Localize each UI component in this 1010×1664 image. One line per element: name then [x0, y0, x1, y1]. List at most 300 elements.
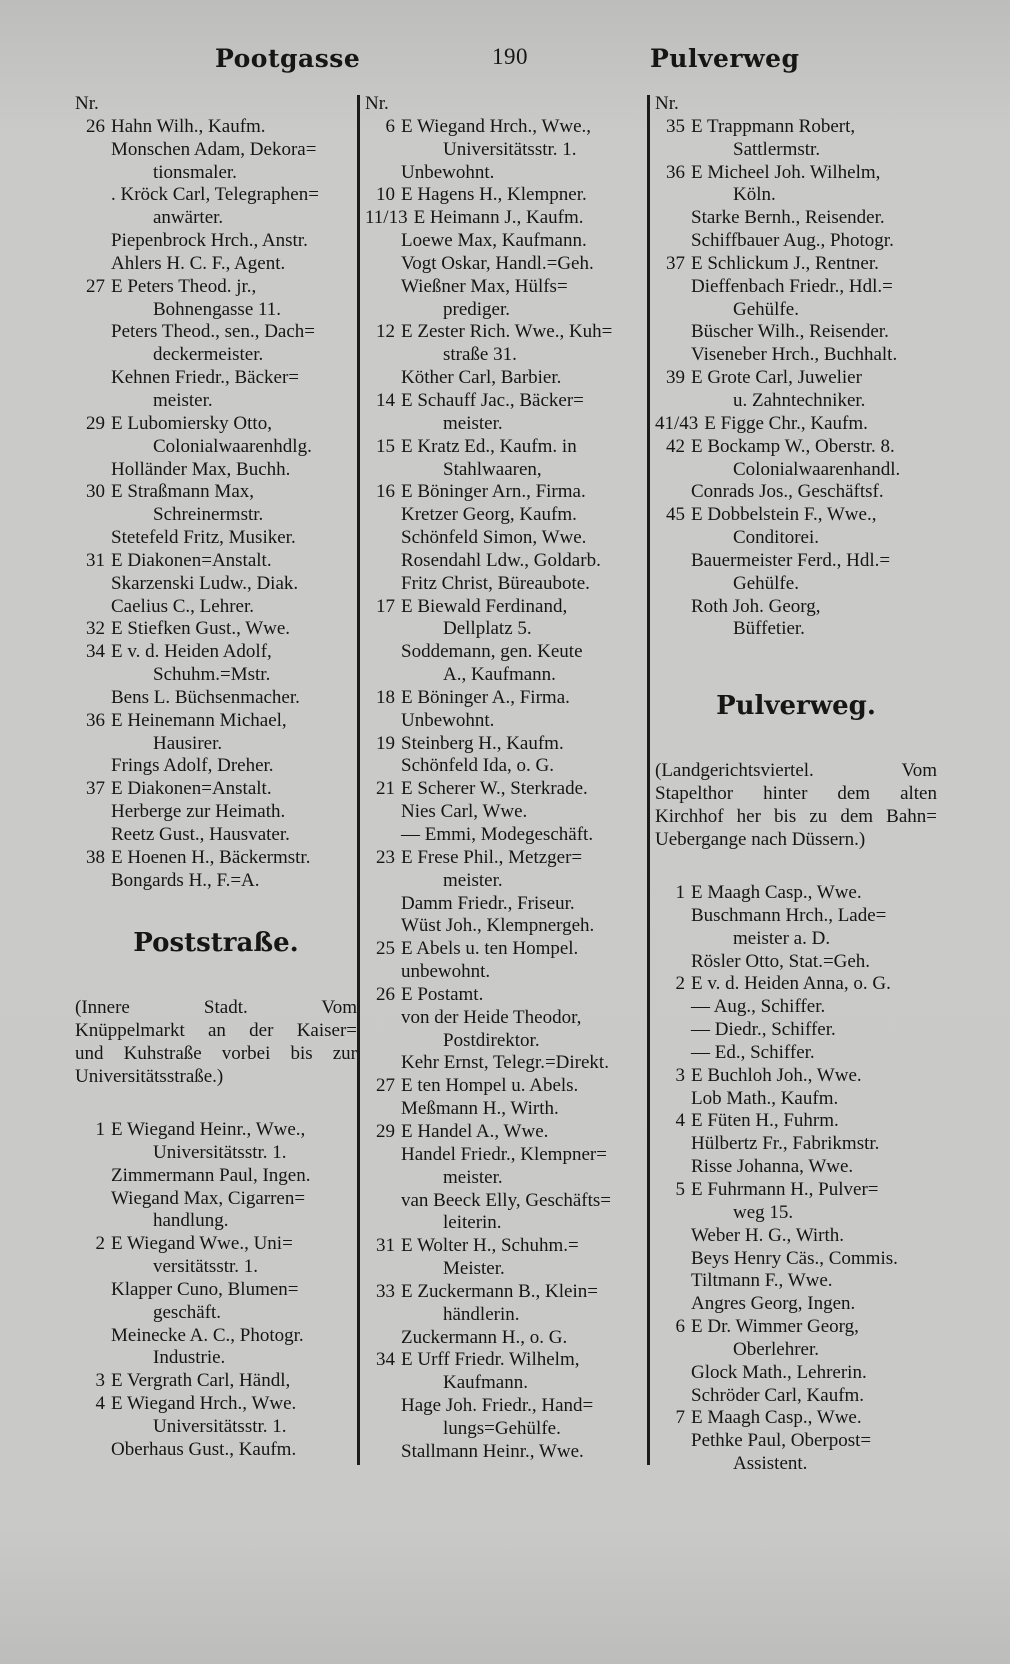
- entry-text: anwärter.: [153, 207, 224, 229]
- house-number: 37: [666, 252, 685, 274]
- entry-text: Zimmermann Paul, Ingen.: [111, 1164, 311, 1186]
- house-number: 12: [376, 321, 395, 343]
- resident-line: [655, 1019, 937, 1042]
- entry-text: Glock Math., Lehrerin.: [691, 1361, 867, 1383]
- address-entry: [655, 973, 937, 996]
- resident-line: [365, 1052, 647, 1075]
- entry-text: Dieffenbach Friedr., Hdl.=: [691, 275, 893, 297]
- entry-text: E Postamt.: [401, 983, 484, 1005]
- address-entry: [365, 1281, 647, 1304]
- entry-text: Wüst Joh., Klempnergeh.: [401, 915, 595, 937]
- house-number: 2: [95, 1233, 105, 1255]
- resident-line: [655, 1430, 937, 1453]
- entry-text: deckermeister.: [153, 344, 264, 366]
- entry-text: Gehülfe.: [733, 298, 799, 320]
- continuation-line: [75, 299, 357, 322]
- resident-line: [365, 573, 647, 596]
- description-line: Uebergange nach Düssern.): [655, 829, 866, 850]
- entry-text: — Emmi, Modegeschäft.: [401, 824, 594, 845]
- house-number: 1: [675, 882, 685, 903]
- description-line: Universitätsstraße.): [75, 1066, 224, 1087]
- entry-text: Damm Friedr., Friseur.: [401, 892, 575, 914]
- house-number: 3: [675, 1064, 685, 1086]
- entry-text: unbewohnt.: [401, 961, 491, 983]
- resident-line: [75, 184, 357, 207]
- entry-text: E Abels u. ten Hompel.: [401, 938, 579, 960]
- entry-text: E Diakonen=Anstalt.: [111, 549, 272, 571]
- entry-text: Schönfeld Ida, o. G.: [401, 755, 555, 777]
- house-number: 18: [376, 686, 395, 708]
- entry-text: E Wolter H., Schuhm.=: [401, 1235, 579, 1257]
- entry-text: meister.: [443, 869, 503, 891]
- resident-line: [365, 550, 647, 573]
- entry-text: Oberlehrer.: [733, 1338, 819, 1360]
- resident-line: [655, 1225, 937, 1248]
- entry-text: Roth Joh. Georg,: [691, 595, 821, 617]
- entry-text: E Fuhrmann H., Pulver=: [691, 1178, 879, 1200]
- address-entry: [655, 1407, 937, 1430]
- address-entry: [75, 1233, 357, 1256]
- resident-line: [655, 1270, 937, 1293]
- entry-text: meister.: [443, 412, 503, 434]
- address-entry: [365, 207, 647, 230]
- entry-text: — Ed., Schiffer.: [691, 1041, 815, 1063]
- entry-text: Nr.: [655, 93, 679, 114]
- entry-text: Stahlwaaren,: [443, 458, 542, 480]
- entry-text: — Diedr., Schiffer.: [691, 1019, 836, 1041]
- resident-line: [655, 1362, 937, 1385]
- entry-text: E Dobbelstein F., Wwe.,: [691, 504, 877, 526]
- entry-text: E Dr. Wimmer Georg,: [691, 1316, 859, 1338]
- entry-text: E v. d. Heiden Adolf,: [111, 641, 272, 663]
- entry-text: Bohnengasse 11.: [153, 298, 282, 320]
- entry-text: Büffetier.: [733, 618, 805, 640]
- entry-text: E Diakonen=Anstalt.: [111, 778, 272, 800]
- entry-text: handlung.: [153, 1210, 229, 1232]
- entry-text: Kehnen Friedr., Bäcker=: [111, 367, 299, 389]
- address-entry: [365, 116, 647, 139]
- resident-line: [75, 755, 357, 778]
- entry-text: E Zuckermann B., Klein=: [401, 1280, 598, 1302]
- address-entry: [75, 710, 357, 733]
- resident-line: [365, 253, 647, 276]
- entry-text: E Straßmann Max,: [111, 481, 255, 503]
- entry-text: Hahn Wilh., Kaufm.: [111, 115, 266, 137]
- entry-text: E Vergrath Carl, Händl,: [111, 1370, 291, 1392]
- description-line: (Landgerichtsviertel. Vom: [655, 760, 937, 781]
- entry-text: Assistent.: [733, 1453, 808, 1475]
- house-number: 29: [376, 1120, 395, 1142]
- entry-text: van Beeck Elly, Geschäfts=: [401, 1189, 611, 1211]
- entry-text: Lob Math., Kaufm.: [691, 1087, 839, 1109]
- address-entry: [655, 1065, 937, 1088]
- resident-line: [365, 367, 647, 390]
- entry-text: Beys Henry Cäs., Commis.: [691, 1247, 898, 1269]
- entry-text: E Stiefken Gust., Wwe.: [111, 618, 291, 640]
- resident-line: [75, 870, 357, 893]
- entry-text: Hage Joh. Friedr., Hand=: [401, 1395, 594, 1417]
- resident-line: [75, 824, 357, 847]
- resident-line: [655, 550, 937, 573]
- address-entry: [365, 321, 647, 344]
- resident-line: [365, 824, 647, 847]
- address-entry: [365, 733, 647, 756]
- entry-text: von der Heide Theodor,: [401, 1006, 582, 1028]
- resident-line: [75, 596, 357, 619]
- entry-text: Schönfeld Simon, Wwe.: [401, 527, 587, 549]
- continuation-line: [365, 1304, 647, 1327]
- continuation-line: [655, 390, 937, 413]
- address-entry: [365, 687, 647, 710]
- entry-text: Universitätsstr. 1.: [443, 138, 577, 160]
- resident-line: [655, 596, 937, 619]
- address-entry: [365, 1121, 647, 1144]
- column-divider: [357, 95, 360, 1465]
- entry-text: Colonialwaarenhdlg.: [153, 435, 312, 457]
- address-entry: [365, 1235, 647, 1258]
- entry-text: Piepenbrock Hrch., Anstr.: [111, 230, 308, 252]
- entry-text: E Urff Friedr. Wilhelm,: [401, 1349, 580, 1371]
- entry-text: Pethke Paul, Oberpost=: [691, 1430, 872, 1452]
- house-number: 31: [376, 1235, 395, 1257]
- continuation-line: [365, 1372, 647, 1395]
- resident-line: [365, 504, 647, 527]
- house-number: 29: [86, 412, 105, 434]
- entry-text: meister.: [443, 1166, 503, 1188]
- address-entry: [365, 390, 647, 413]
- description-line: Knüppelmarkt an der Kaiser=: [75, 1020, 357, 1041]
- entry-text: E ten Hompel u. Abels.: [401, 1075, 579, 1097]
- running-header-right: Pulverweg: [650, 44, 800, 73]
- resident-line: [365, 961, 647, 984]
- resident-line: [655, 1385, 937, 1408]
- entry-text: — Aug., Schiffer.: [691, 996, 826, 1018]
- entry-text: Starke Bernh., Reisender.: [691, 207, 885, 229]
- continuation-line: [365, 1212, 647, 1235]
- street-heading: Poststraße.: [133, 928, 299, 958]
- entry-text: Nr.: [365, 93, 389, 114]
- address-entry: [75, 1393, 357, 1416]
- address-entry: [75, 1370, 357, 1393]
- house-number: 11/13: [365, 207, 408, 229]
- address-entry: [655, 504, 937, 527]
- address-entry: [75, 116, 357, 139]
- entry-text: Steinberg H., Kaufm.: [401, 732, 564, 754]
- entry-text: prediger.: [443, 298, 511, 320]
- entry-text: Kehr Ernst, Telegr.=Direkt.: [401, 1052, 609, 1074]
- resident-line: [655, 207, 937, 230]
- address-list: [365, 93, 647, 1464]
- address-entry: [75, 778, 357, 801]
- entry-text: lungs=Gehülfe.: [443, 1417, 561, 1439]
- entry-text: Universitätsstr. 1.: [153, 1141, 287, 1163]
- entry-text: tionsmaler.: [153, 161, 237, 183]
- house-number: 25: [376, 938, 395, 960]
- house-number: 26: [86, 115, 105, 137]
- resident-line: [75, 1165, 357, 1188]
- house-number: 27: [86, 275, 105, 297]
- entry-text: Tiltmann F., Wwe.: [691, 1270, 833, 1292]
- entry-text: E Peters Theod. jr.,: [111, 275, 257, 297]
- continuation-line: [75, 436, 357, 459]
- entry-text: Büscher Wilh., Reisender.: [691, 321, 889, 343]
- entry-text: Fritz Christ, Büreaubote.: [401, 572, 590, 594]
- address-entry: [75, 550, 357, 573]
- continuation-line: [655, 928, 937, 951]
- continuation-line: [75, 1302, 357, 1325]
- entry-text: E Wiegand Heinr., Wwe.,: [111, 1119, 306, 1140]
- continuation-line: [655, 1202, 937, 1225]
- entry-text: Gehülfe.: [733, 572, 799, 594]
- entry-text: E Kratz Ed., Kaufm. in: [401, 435, 577, 457]
- resident-line: [365, 1007, 647, 1030]
- entry-text: Loewe Max, Kaufmann.: [401, 230, 587, 252]
- resident-line: [655, 951, 937, 974]
- address-entry: [655, 1110, 937, 1133]
- address-entry: [75, 481, 357, 504]
- resident-line: [365, 1327, 647, 1350]
- entry-text: Meister.: [443, 1258, 505, 1280]
- continuation-line: [365, 1418, 647, 1441]
- resident-line: [655, 344, 937, 367]
- continuation-line: [365, 413, 647, 436]
- entry-text: Caelius C., Lehrer.: [111, 595, 254, 617]
- entry-text: E Trappmann Robert,: [691, 115, 856, 137]
- entry-text: E Grote Carl, Juwelier: [691, 367, 862, 389]
- resident-line: [75, 573, 357, 596]
- entry-text: E Wiegand Hrch., Wwe.: [111, 1393, 297, 1415]
- entry-text: Industrie.: [153, 1347, 226, 1369]
- entry-text: E Biewald Ferdinand,: [401, 595, 568, 617]
- house-number: 3: [95, 1370, 105, 1392]
- entry-text: E Frese Phil., Metzger=: [401, 846, 583, 868]
- address-entry: [75, 641, 357, 664]
- house-number: 45: [666, 504, 685, 526]
- entry-text: E Figge Chr., Kaufm.: [704, 412, 868, 434]
- entry-text: Soddemann, gen. Keute: [401, 641, 583, 663]
- continuation-line: [75, 1210, 357, 1233]
- address-entry: [655, 1179, 937, 1202]
- running-header-left: Pootgasse: [215, 44, 361, 73]
- address-entry: [365, 184, 647, 207]
- entry-text: Wießner Max, Hülfs=: [401, 275, 568, 297]
- house-number: 19: [376, 732, 395, 754]
- continuation-line: [365, 139, 647, 162]
- entry-text: Schröder Carl, Kaufm.: [691, 1384, 865, 1406]
- entry-text: Hülbertz Fr., Fabrikmstr.: [691, 1133, 880, 1155]
- address-entry: [365, 436, 647, 459]
- continuation-line: [365, 664, 647, 687]
- address-entry: [655, 882, 937, 905]
- entry-text: E v. d. Heiden Anna, o. G.: [691, 973, 891, 995]
- entry-text: Bens L. Büchsenmacher.: [111, 686, 300, 708]
- continuation-line: [365, 344, 647, 367]
- entry-text: Köther Carl, Barbier.: [401, 367, 562, 389]
- entry-text: E Maagh Casp., Wwe.: [691, 882, 862, 903]
- entry-text: E Hoenen H., Bäckermstr.: [111, 846, 311, 868]
- continuation-line: [365, 618, 647, 641]
- resident-line: [655, 321, 937, 344]
- resident-line: [365, 527, 647, 550]
- resident-line: [655, 230, 937, 253]
- house-number: 10: [376, 184, 395, 206]
- entry-text: Handel Friedr., Klempner=: [401, 1143, 607, 1165]
- entry-text: Köln.: [733, 184, 776, 206]
- house-number: 5: [675, 1178, 685, 1200]
- resident-line: [365, 893, 647, 916]
- house-number: 39: [666, 367, 685, 389]
- entry-text: Zuckermann H., o. G.: [401, 1326, 568, 1348]
- house-number: 38: [86, 846, 105, 868]
- resident-line: [365, 801, 647, 824]
- resident-line: [655, 996, 937, 1019]
- entry-text: Schiffbauer Aug., Photogr.: [691, 230, 894, 252]
- address-entry: [655, 116, 937, 139]
- address-entry: [365, 938, 647, 961]
- resident-line: [75, 367, 357, 390]
- resident-line: [365, 710, 647, 733]
- entry-text: E Wiegand Wwe., Uni=: [111, 1233, 293, 1255]
- entry-text: Stetefeld Fritz, Musiker.: [111, 527, 296, 549]
- description-line: und Kuhstraße vorbei bis zur: [75, 1043, 357, 1064]
- street-description: [75, 996, 357, 1088]
- entry-text: E Böninger Arn., Firma.: [401, 481, 586, 503]
- entry-text: Oberhaus Gust., Kaufm.: [111, 1438, 297, 1460]
- entry-text: Angres Georg, Ingen.: [691, 1293, 856, 1315]
- entry-text: E Handel A., Wwe.: [401, 1120, 549, 1142]
- house-number: 14: [376, 389, 395, 411]
- continuation-line: [75, 1142, 357, 1165]
- entry-text: Postdirektor.: [443, 1029, 540, 1051]
- continuation-line: [75, 1256, 357, 1279]
- house-number: 34: [86, 641, 105, 663]
- resident-line: [655, 1088, 937, 1111]
- house-number: 17: [376, 595, 395, 617]
- entry-text: E Scherer W., Sterkrade.: [401, 778, 588, 800]
- house-number: 34: [376, 1349, 395, 1371]
- continuation-line: [655, 527, 937, 550]
- column-number-header: [75, 93, 357, 116]
- entry-text: E Heimann J., Kaufm.: [413, 207, 584, 229]
- column-number-header: [365, 93, 647, 116]
- continuation-line: [365, 1258, 647, 1281]
- house-number: 6: [385, 115, 395, 137]
- address-entry: [365, 984, 647, 1007]
- entry-text: Buschmann Hrch., Lade=: [691, 904, 887, 926]
- description-line: Stapelthor hinter dem alten: [655, 783, 937, 804]
- resident-line: [75, 527, 357, 550]
- description-line: Kirchhof her bis zu dem Bahn=: [655, 806, 937, 827]
- entry-text: Wiegand Max, Cigarren=: [111, 1187, 306, 1209]
- entry-text: Klapper Cuno, Blumen=: [111, 1278, 299, 1300]
- entry-text: Universitätsstr. 1.: [153, 1415, 287, 1437]
- entry-text: Rösler Otto, Stat.=Geh.: [691, 950, 871, 972]
- resident-line: [75, 801, 357, 824]
- resident-line: [655, 1248, 937, 1271]
- continuation-line: [75, 390, 357, 413]
- continuation-line: [75, 733, 357, 756]
- entry-text: . Kröck Carl, Telegraphen=: [111, 184, 319, 206]
- continuation-line: [75, 664, 357, 687]
- entry-text: E Heinemann Michael,: [111, 709, 287, 731]
- house-number: 23: [376, 846, 395, 868]
- entry-text: Unbewohnt.: [401, 161, 495, 183]
- continuation-line: [75, 344, 357, 367]
- entry-text: E Buchloh Joh., Wwe.: [691, 1064, 862, 1086]
- entry-text: straße 31.: [443, 344, 517, 366]
- address-entry: [75, 618, 357, 641]
- address-entry: [365, 778, 647, 801]
- entry-text: Frings Adolf, Dreher.: [111, 755, 274, 777]
- resident-line: [75, 687, 357, 710]
- house-number: 2: [675, 973, 685, 995]
- continuation-line: [655, 139, 937, 162]
- continuation-line: [655, 573, 937, 596]
- continuation-line: [75, 1347, 357, 1370]
- address-entry: [365, 596, 647, 619]
- entry-text: geschäft.: [153, 1301, 222, 1323]
- resident-line: [365, 1098, 647, 1121]
- continuation-line: [655, 1339, 937, 1362]
- resident-line: [75, 459, 357, 482]
- description-line: (Innere Stadt. Vom: [75, 997, 357, 1018]
- address-entry: [75, 276, 357, 299]
- resident-line: [75, 139, 357, 162]
- resident-line: [75, 253, 357, 276]
- entry-text: Nr.: [75, 93, 99, 114]
- entry-text: Unbewohnt.: [401, 709, 495, 731]
- house-number: 42: [666, 435, 685, 457]
- entry-text: E Micheel Joh. Wilhelm,: [691, 161, 881, 183]
- resident-line: [655, 1042, 937, 1065]
- entry-text: E Bockamp W., Oberstr. 8.: [691, 435, 895, 457]
- entry-text: E Böninger A., Firma.: [401, 686, 570, 708]
- house-number: 31: [86, 549, 105, 571]
- entry-text: Peters Theod., sen., Dach=: [111, 321, 316, 343]
- resident-line: [75, 1279, 357, 1302]
- resident-line: [365, 276, 647, 299]
- entry-text: Bauermeister Ferd., Hdl.=: [691, 549, 891, 571]
- continuation-line: [655, 618, 937, 641]
- resident-line: [655, 1293, 937, 1316]
- house-number: 37: [86, 778, 105, 800]
- entry-text: E Schauff Jac., Bäcker=: [401, 389, 584, 411]
- house-number: 7: [675, 1407, 685, 1429]
- entry-text: versitätsstr. 1.: [153, 1256, 259, 1278]
- entry-text: Sattlermstr.: [733, 138, 821, 160]
- house-number: 27: [376, 1075, 395, 1097]
- entry-text: E Hagens H., Klempner.: [401, 184, 587, 206]
- street-heading: Pulverweg.: [716, 691, 876, 721]
- entry-text: E Maagh Casp., Wwe.: [691, 1407, 862, 1429]
- entry-text: E Füten H., Fuhrm.: [691, 1110, 839, 1132]
- entry-text: meister a. D.: [733, 927, 831, 949]
- entry-text: Weber H. G., Wirth.: [691, 1224, 845, 1246]
- continuation-line: [655, 184, 937, 207]
- resident-line: [75, 1188, 357, 1211]
- street-description: [655, 759, 937, 851]
- entry-text: Reetz Gust., Hausvater.: [111, 824, 290, 845]
- address-entry: [655, 253, 937, 276]
- resident-line: [365, 1144, 647, 1167]
- entry-text: Viseneber Hrch., Buchhalt.: [691, 344, 898, 366]
- resident-line: [655, 1133, 937, 1156]
- address-entry: [365, 481, 647, 504]
- entry-text: Kaufmann.: [443, 1372, 528, 1394]
- entry-text: u. Zahntechniker.: [733, 389, 866, 411]
- house-number: 26: [376, 983, 395, 1005]
- address-entry: [75, 1119, 357, 1142]
